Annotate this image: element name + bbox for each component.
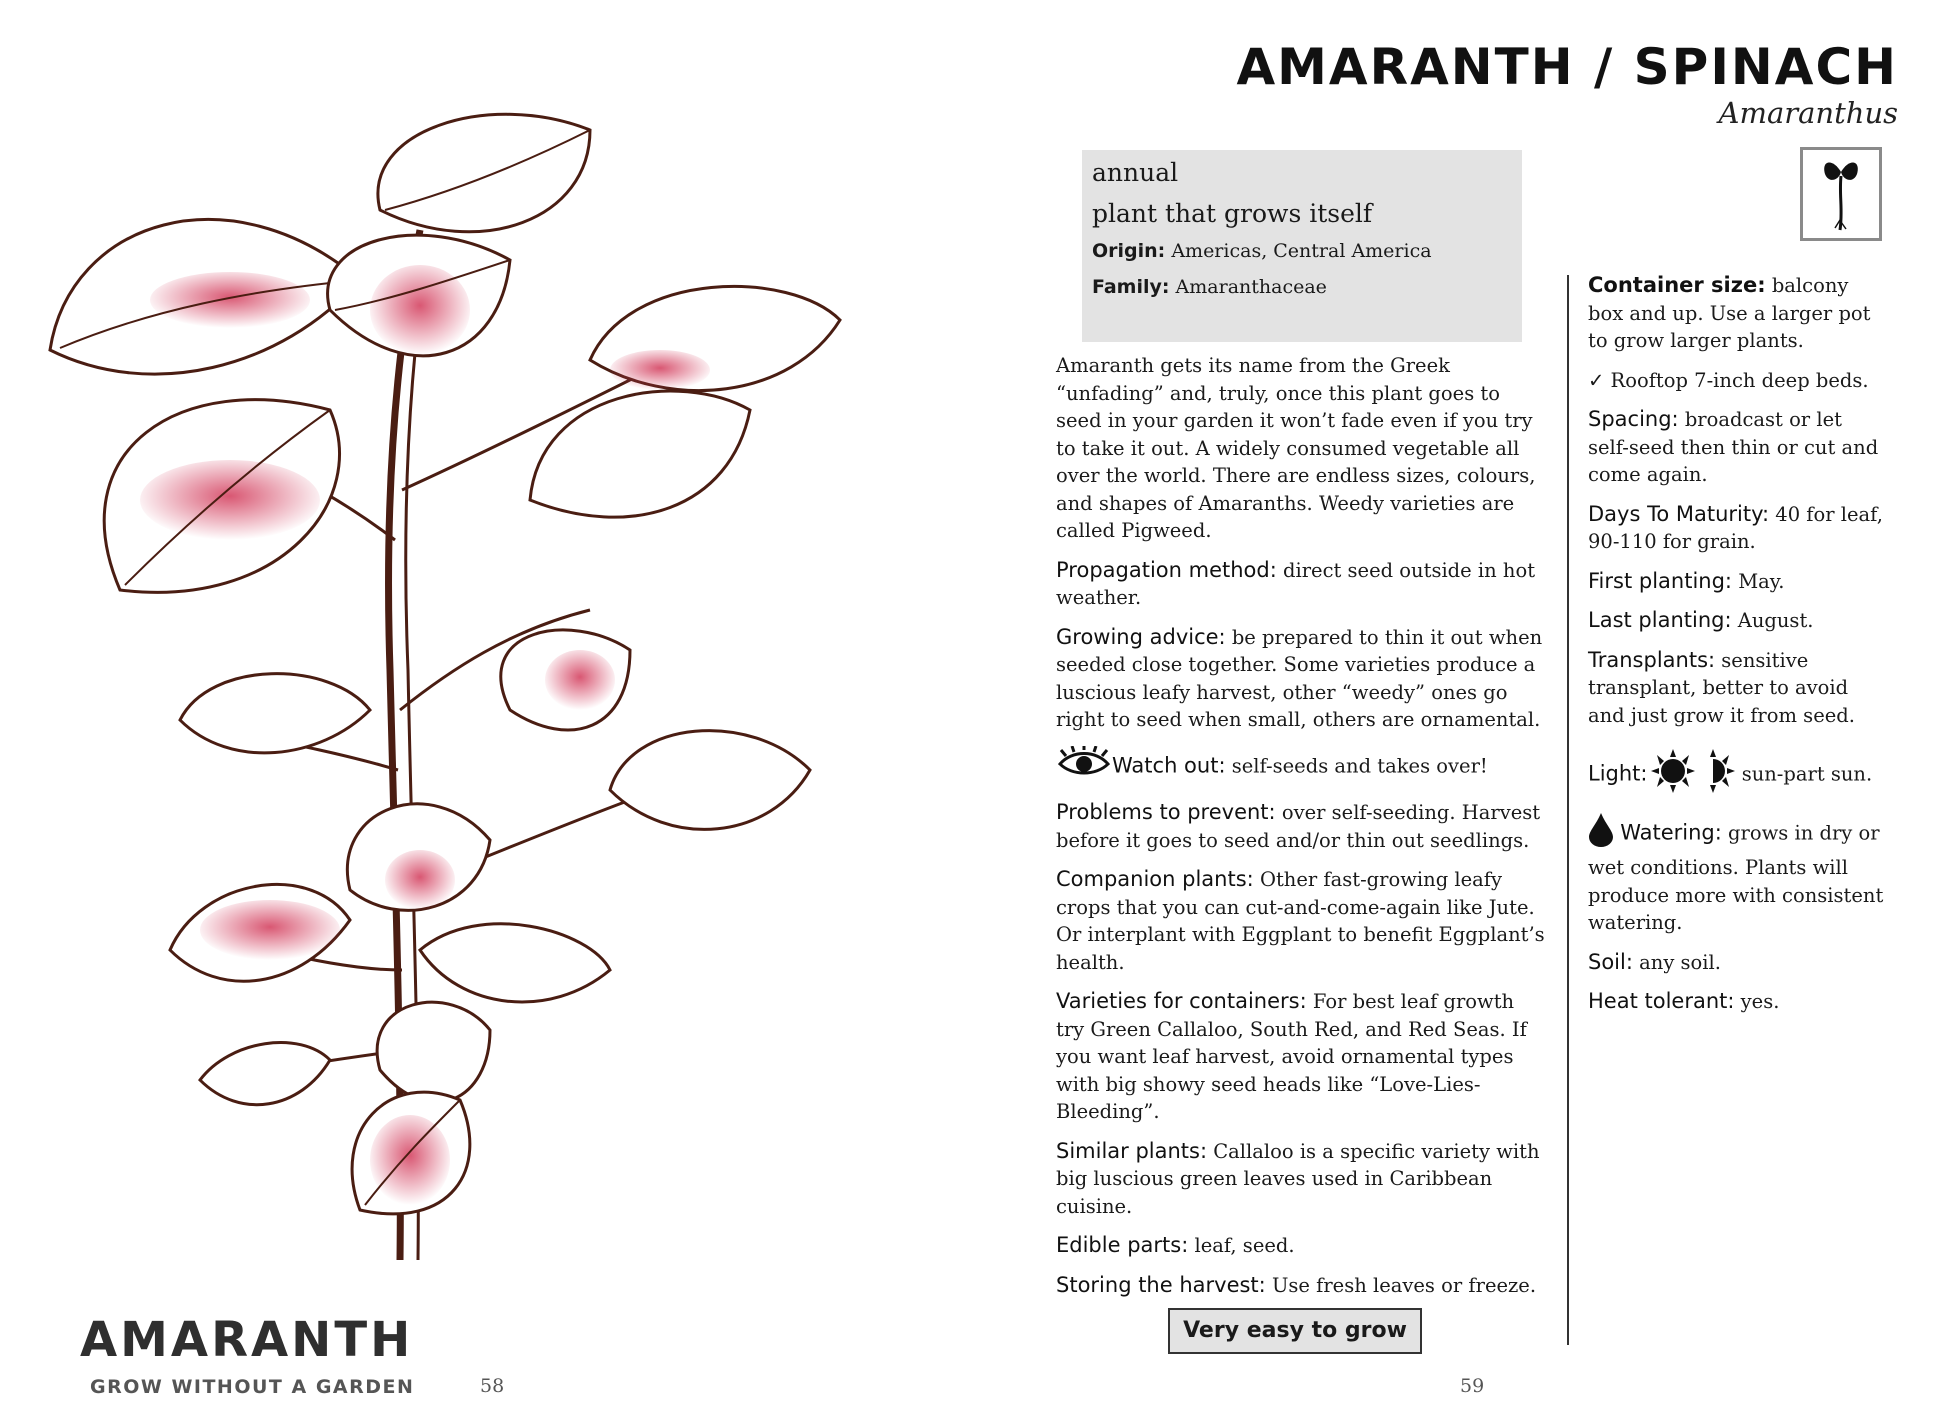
family-value: Amaranthaceae	[1175, 276, 1327, 298]
varieties-value: For best leaf growth try Green Callaloo, South Red, and Red Seas. If you want leaf harvest, avoid ornamental types with big showy seed heads like “Love-Lies-Bleeding”.	[1056, 990, 1527, 1123]
leaf	[50, 220, 360, 375]
habit: plant that grows itself	[1092, 199, 1373, 228]
family-row	[1092, 276, 1512, 298]
lifecycle: annual	[1092, 158, 1179, 187]
varieties-section	[1056, 988, 1546, 1126]
heat-label: Heat tolerant:	[1588, 989, 1735, 1013]
growing-value: be prepared to thin it out when seeded close together. Some varieties produce a luscious leafy harvest, other “weedy” ones go right to seed when small, others are ornamental.	[1056, 625, 1543, 731]
edible-value: leaf, seed.	[1194, 1234, 1295, 1257]
watering-section	[1588, 813, 1888, 937]
spacing-value: broadcast or let self-seed then thin or cut and come again.	[1588, 408, 1879, 486]
light-label: Light:	[1588, 761, 1648, 786]
heat-section	[1588, 988, 1888, 1016]
page-number-left: 58	[480, 1375, 505, 1397]
eye-icon	[1056, 746, 1112, 788]
days-section	[1588, 501, 1888, 556]
amaranth-illustration	[30, 70, 970, 1270]
problems-section	[1056, 799, 1546, 854]
first-planting-label: First planting:	[1588, 568, 1732, 593]
watch-section	[1056, 746, 1546, 788]
problems-value: over self-seeding. Harvest before it goes to seed and/or thin out seedlings.	[1056, 801, 1541, 852]
origin-label: Origin:	[1092, 240, 1166, 262]
spacing-section	[1588, 406, 1888, 489]
storing-section	[1056, 1272, 1546, 1300]
origin-value: Americas, Central America	[1171, 240, 1432, 262]
heat-value: yes.	[1740, 990, 1780, 1013]
watch-label: Watch out:	[1112, 752, 1226, 777]
container-section	[1588, 272, 1888, 355]
last-planting-section	[1588, 607, 1888, 635]
days-label: Days To Maturity:	[1588, 501, 1770, 526]
page-title-left: AMARANTH	[80, 1312, 414, 1368]
part-sun-icon	[1699, 749, 1735, 801]
watering-value: grows in dry or wet conditions. Plants will produce more with consistent watering.	[1588, 820, 1884, 934]
propagation-value: direct seed outside in hot weather.	[1056, 558, 1536, 609]
similar-value: Callaloo is a specific variety with big luscious green leaves used in Caribbean cuisine.	[1056, 1139, 1540, 1218]
soil-label: Soil:	[1588, 949, 1633, 974]
similar-section	[1056, 1138, 1546, 1221]
column-divider	[1567, 275, 1569, 1345]
edible-label: Edible parts:	[1056, 1233, 1189, 1257]
latin-name: Amaranthus	[1718, 96, 1898, 130]
problems-label: Problems to prevent:	[1056, 800, 1276, 824]
edible-section	[1056, 1232, 1546, 1260]
companion-value: Other fast-growing leafy crops that you can cut-and-come-again like Jute. Or interplant with Eggplant to benefit Eggplant’s health.	[1056, 868, 1545, 974]
book-title: GROW WITHOUT A GARDEN	[90, 1376, 415, 1398]
family-label: Family:	[1092, 276, 1170, 298]
varieties-label: Varieties for containers:	[1056, 989, 1307, 1013]
transplants-value: sensitive transplant, better to avoid and just grow it from seed.	[1588, 648, 1855, 727]
first-planting-value: May.	[1738, 569, 1785, 593]
container-label: Container size:	[1588, 273, 1766, 297]
propagation-label: Propagation method:	[1056, 557, 1277, 582]
storing-value: Use fresh leaves or freeze.	[1271, 1273, 1537, 1297]
growing-label: Growing advice:	[1056, 624, 1226, 649]
watch-value: self-seeds and takes over!	[1231, 753, 1488, 777]
storing-label: Storing the harvest:	[1056, 1272, 1266, 1297]
growing-section	[1056, 624, 1546, 734]
soil-value: any soil.	[1639, 950, 1721, 974]
page-number-right: 59	[1460, 1375, 1485, 1397]
soil-section	[1588, 949, 1888, 977]
propagation-section	[1056, 557, 1546, 612]
last-planting-value: August.	[1737, 609, 1814, 632]
origin-row	[1092, 240, 1512, 262]
plant-title: AMARANTH / SPINACH	[1236, 38, 1898, 96]
spacing-label: Spacing:	[1588, 407, 1679, 431]
intro-paragraph: Amaranth gets its name from the Greek “unfading” and, truly, once this plant goes to seed in your garden it won’t fade even if you try to take it out. A widely consumed vegetable all over the world. There are endless sizes, colours, and shapes of Amaranths. Weedy varieties are called Pigweed.	[1056, 354, 1536, 542]
last-planting-label: Last planting:	[1588, 608, 1732, 632]
main-column	[1056, 352, 1546, 1311]
companion-label: Companion plants:	[1056, 867, 1254, 891]
side-column	[1588, 272, 1888, 1028]
info-box	[1082, 150, 1522, 342]
first-planting-section	[1588, 568, 1888, 596]
container-value: balcony box and up. Use a larger pot to grow larger plants.	[1588, 274, 1871, 352]
similar-label: Similar plants:	[1056, 1138, 1208, 1163]
water-drop-icon	[1588, 813, 1614, 855]
sprout-icon	[1800, 147, 1882, 241]
companion-section	[1056, 866, 1546, 976]
transplants-label: Transplants:	[1588, 647, 1716, 672]
difficulty-badge: Very easy to grow	[1168, 1308, 1422, 1354]
transplants-section	[1588, 647, 1888, 730]
days-value: 40 for leaf, 90-110 for grain.	[1588, 502, 1883, 553]
rooftop-note: ✓ Rooftop 7-inch deep beds.	[1588, 368, 1869, 392]
light-section	[1588, 749, 1888, 801]
watering-label: Watering:	[1620, 819, 1722, 844]
light-value: sun-part sun.	[1741, 762, 1873, 786]
sun-icon	[1647, 749, 1699, 801]
